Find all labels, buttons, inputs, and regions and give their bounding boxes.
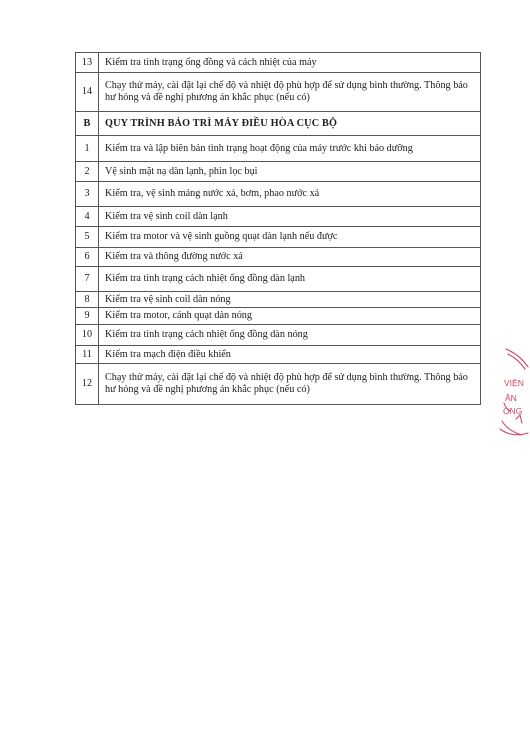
table-row [76,73,481,112]
row-number: 5 [76,227,99,248]
row-number: 13 [76,53,99,73]
stamp-text-line3: ỌNG [503,406,523,416]
table-row [76,207,481,227]
table-row [76,227,481,248]
row-number: 12 [76,364,99,405]
table-row [76,325,481,346]
red-seal-stamp [494,345,530,440]
stamp-text-line1: VIỆN [504,378,524,388]
row-task: Kiểm tra tình trạng cách nhiệt ống đồng dàn nóng [99,325,481,346]
table-row [76,182,481,207]
table-row [76,136,481,162]
table-row [76,364,481,405]
row-number: 1 [76,136,99,162]
row-task: Kiểm tra vệ sinh coil dàn nóng [99,292,481,308]
row-task: Kiểm tra, vệ sinh máng nước xả, bơm, phao nước xả [99,182,481,207]
row-number: 3 [76,182,99,207]
row-number: 9 [76,308,99,325]
row-task: Kiểm tra motor và vệ sinh guồng quạt dàn lạnh nếu được [99,227,481,248]
row-task: Chạy thử máy, cài đặt lại chế độ và nhiệt độ phù hợp để sử dụng bình thường. Thông báo hư hỏng và đề nghị phương án khắc phục (nếu có) [99,73,481,112]
row-number: 6 [76,248,99,267]
row-number: 14 [76,73,99,112]
table-row [76,248,481,267]
row-task: Kiểm tra tình trạng cách nhiệt ống đồng dàn lạnh [99,267,481,292]
table-row [76,292,481,308]
row-number: 2 [76,162,99,182]
stamp-text-line2: ÂN [505,393,517,403]
row-number: 10 [76,325,99,346]
section-letter: B [76,112,99,136]
table-row [76,308,481,325]
section-header-row [76,112,481,136]
row-task: Kiểm tra vệ sinh coil dàn lạnh [99,207,481,227]
row-task: Vệ sinh mặt nạ dàn lạnh, phin lọc bụi [99,162,481,182]
maintenance-procedure-table [75,52,481,405]
row-task: Kiểm tra và lập biên bản tình trạng hoạt động của máy trước khi bảo dưỡng [99,136,481,162]
table-row [76,162,481,182]
row-number: 7 [76,267,99,292]
row-number: 8 [76,292,99,308]
row-task: Kiểm tra mạch điện điều khiển [99,346,481,364]
row-number: 11 [76,346,99,364]
table-row [76,267,481,292]
table-row [76,346,481,364]
table-row [76,53,481,73]
row-task: Chạy thử máy, cài đặt lại chế độ và nhiệt độ phù hợp để sử dụng bình thường. Thông báo hư hỏng và đề nghị phương án khắc phục (nếu có) [99,364,481,405]
row-task: Kiểm tra motor, cánh quạt dàn nóng [99,308,481,325]
row-task: Kiểm tra tình trạng ống đồng và cách nhiệt của máy [99,53,481,73]
section-title: QUY TRÌNH BẢO TRÌ MÁY ĐIỀU HÒA CỤC BỘ [99,112,481,136]
row-number: 4 [76,207,99,227]
row-task: Kiểm tra và thông đường nước xả [99,248,481,267]
